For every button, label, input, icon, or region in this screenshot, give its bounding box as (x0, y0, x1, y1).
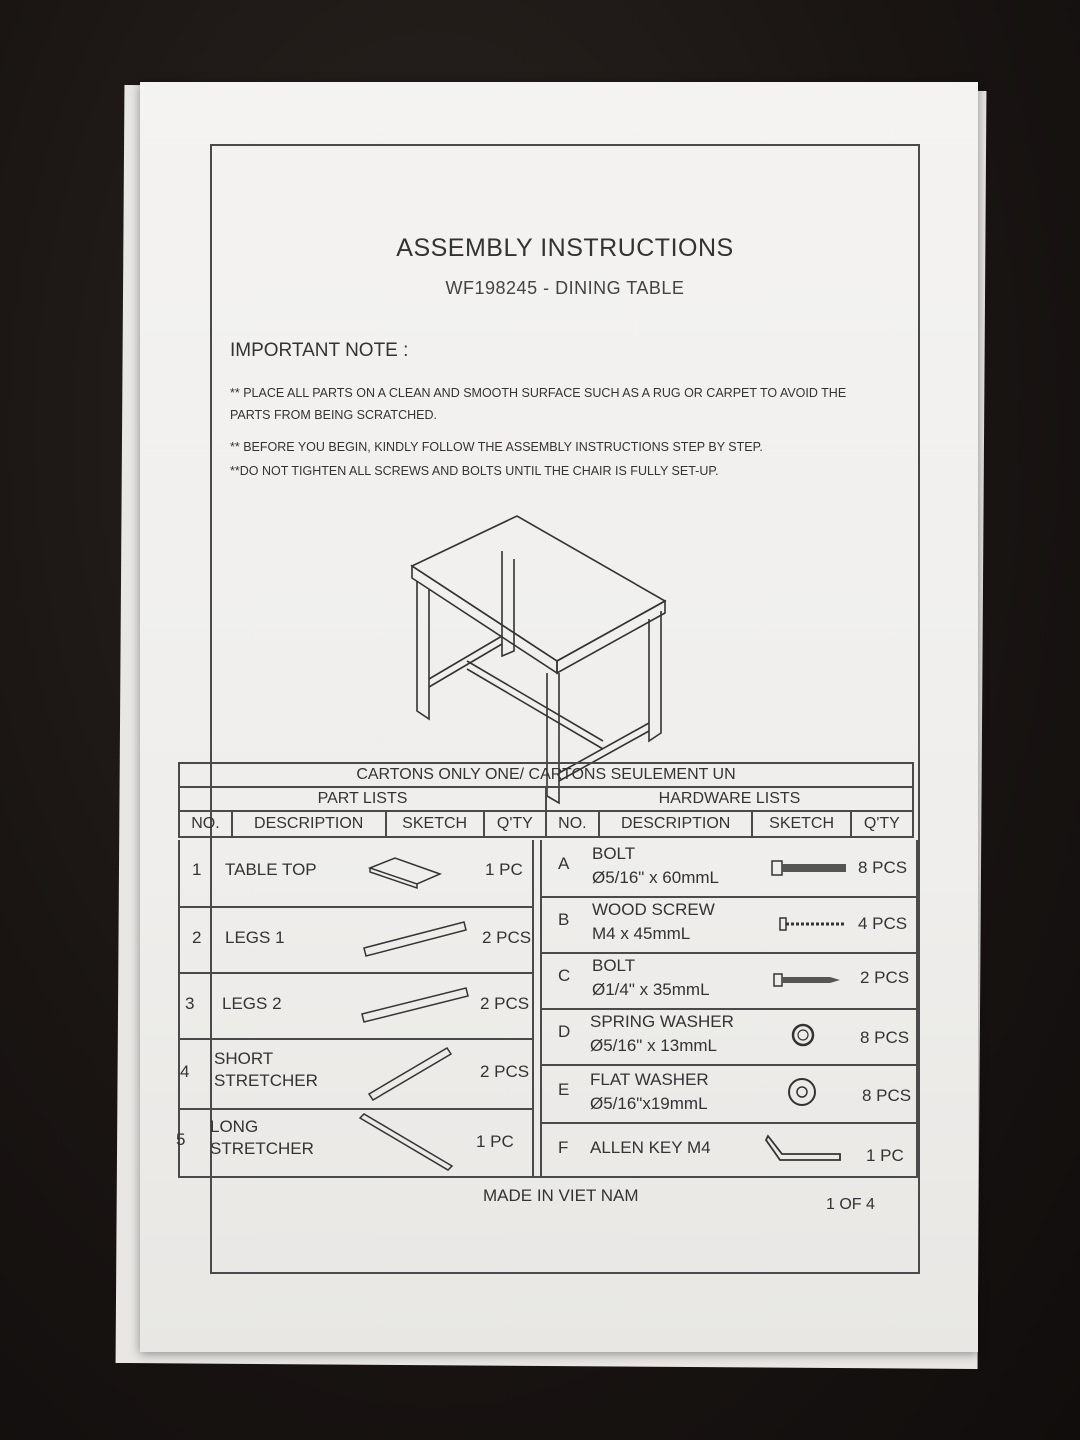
short-stretcher-sketch (365, 1044, 455, 1102)
hardware-list (540, 840, 918, 1178)
part-no: 4 (180, 1062, 190, 1081)
hardware-qty: 2 PCS (860, 968, 910, 987)
legs-1-sketch (360, 918, 470, 960)
hardware-row (542, 896, 916, 954)
cartons-heading: CARTONS ONLY ONE/ CARTONS SEULEMENT UN (179, 763, 913, 787)
hardware-description: BOLT (592, 844, 636, 863)
document-title: ASSEMBLY INSTRUCTIONS (396, 234, 734, 262)
part-description: LEGS 1 (225, 928, 285, 947)
spring-washer-sketch (790, 1022, 816, 1048)
hardware-row (542, 840, 916, 898)
hardware-no: A (558, 854, 570, 873)
important-note-heading: IMPORTANT NOTE : (230, 340, 409, 361)
part-row (180, 972, 532, 1040)
hardware-row (542, 1122, 916, 1178)
note-3: **DO NOT TIGHTEN ALL SCREWS AND BOLTS UNTIL THE CHAIR IS FULLY SET-UP. (230, 464, 719, 478)
wood-screw-sketch (778, 916, 848, 932)
allen-key-sketch (764, 1130, 844, 1170)
part-list (178, 840, 534, 1178)
part-qty: 1 PC (485, 860, 523, 879)
part-qty: 2 PCS (480, 994, 530, 1013)
made-in-label: MADE IN VIET NAM (483, 1186, 639, 1205)
hardware-qty: 8 PCS (858, 858, 908, 877)
part-description: SHORT STRETCHER (214, 1049, 318, 1090)
hardware-spec: Ø1/4" x 35mmL (592, 980, 710, 999)
parts-col-sketch: SKETCH (386, 811, 484, 837)
hardware-spec: M4 x 45mmL (592, 924, 691, 943)
note-2: ** BEFORE YOU BEGIN, KINDLY FOLLOW THE ASSEMBLY INSTRUCTIONS STEP BY STEP. (230, 440, 763, 454)
part-description: TABLE TOP (225, 860, 317, 879)
parts-col-no: NO. (179, 811, 232, 837)
table-body (178, 840, 916, 1178)
instruction-sheet (140, 82, 978, 1352)
part-no: 5 (176, 1130, 186, 1149)
hardware-no: B (558, 910, 570, 929)
part-description: LEGS 2 (222, 994, 282, 1013)
part-no: 1 (192, 860, 202, 879)
hardware-spec: Ø5/16"x19mmL (590, 1094, 708, 1113)
long-stretcher-sketch (356, 1112, 456, 1174)
table-bottom-rule (178, 1176, 916, 1178)
hardware-col-no: NO. (546, 811, 599, 837)
part-row (180, 1038, 532, 1110)
hardware-no: E (558, 1080, 570, 1099)
part-row (180, 906, 532, 974)
hardware-description: WOOD SCREW (592, 900, 715, 919)
hardware-col-qty: Q'TY (851, 811, 913, 837)
part-row (180, 840, 532, 908)
parts-and-hardware-table (178, 762, 914, 838)
part-qty: 2 PCS (482, 928, 532, 947)
hardware-qty: 8 PCS (860, 1028, 910, 1047)
note-1: ** PLACE ALL PARTS ON A CLEAN AND SMOOTH SURFACE SUCH AS A RUG OR CARPET TO AVOID THE PARTS FROM BEING SCRATCHED. (230, 386, 847, 422)
hardware-spec: Ø5/16" x 13mmL (590, 1036, 717, 1055)
hardware-spec: Ø5/16" x 60mmL (592, 868, 719, 887)
flat-washer-sketch (786, 1076, 818, 1108)
part-lists-heading: PART LISTS (179, 787, 546, 811)
hardware-qty: 1 PC (866, 1146, 904, 1165)
document-subtitle: WF198245 - DINING TABLE (445, 278, 685, 298)
hardware-row (542, 1064, 916, 1124)
hardware-description: ALLEN KEY M4 (590, 1138, 711, 1157)
hardware-row (542, 1008, 916, 1066)
hardware-row (542, 952, 916, 1010)
hardware-col-sketch: SKETCH (752, 811, 850, 837)
table-top-sketch (365, 854, 445, 890)
hardware-description: SPRING WASHER (590, 1012, 734, 1031)
hardware-description: BOLT (592, 956, 636, 975)
part-row (176, 1108, 532, 1176)
page-number: 1 OF 4 (826, 1196, 875, 1213)
legs-2-sketch (358, 984, 473, 1026)
hardware-no: D (558, 1022, 571, 1041)
part-no: 3 (185, 994, 195, 1013)
parts-col-description: DESCRIPTION (232, 811, 386, 837)
hardware-no: F (558, 1138, 569, 1157)
part-qty: 1 PC (476, 1132, 514, 1151)
part-qty: 2 PCS (480, 1062, 530, 1081)
hardware-description: FLAT WASHER (590, 1070, 709, 1089)
bolt-short-sketch (772, 972, 842, 988)
hardware-lists-heading: HARDWARE LISTS (546, 787, 913, 811)
part-no: 2 (192, 928, 202, 947)
parts-col-qty: Q'TY (484, 811, 546, 837)
hardware-qty: 4 PCS (858, 914, 908, 933)
hardware-col-description: DESCRIPTION (599, 811, 753, 837)
bolt-sketch (770, 858, 850, 878)
hardware-no: C (558, 966, 571, 985)
part-description: LONG STRETCHER (210, 1117, 314, 1158)
hardware-qty: 8 PCS (862, 1086, 912, 1105)
